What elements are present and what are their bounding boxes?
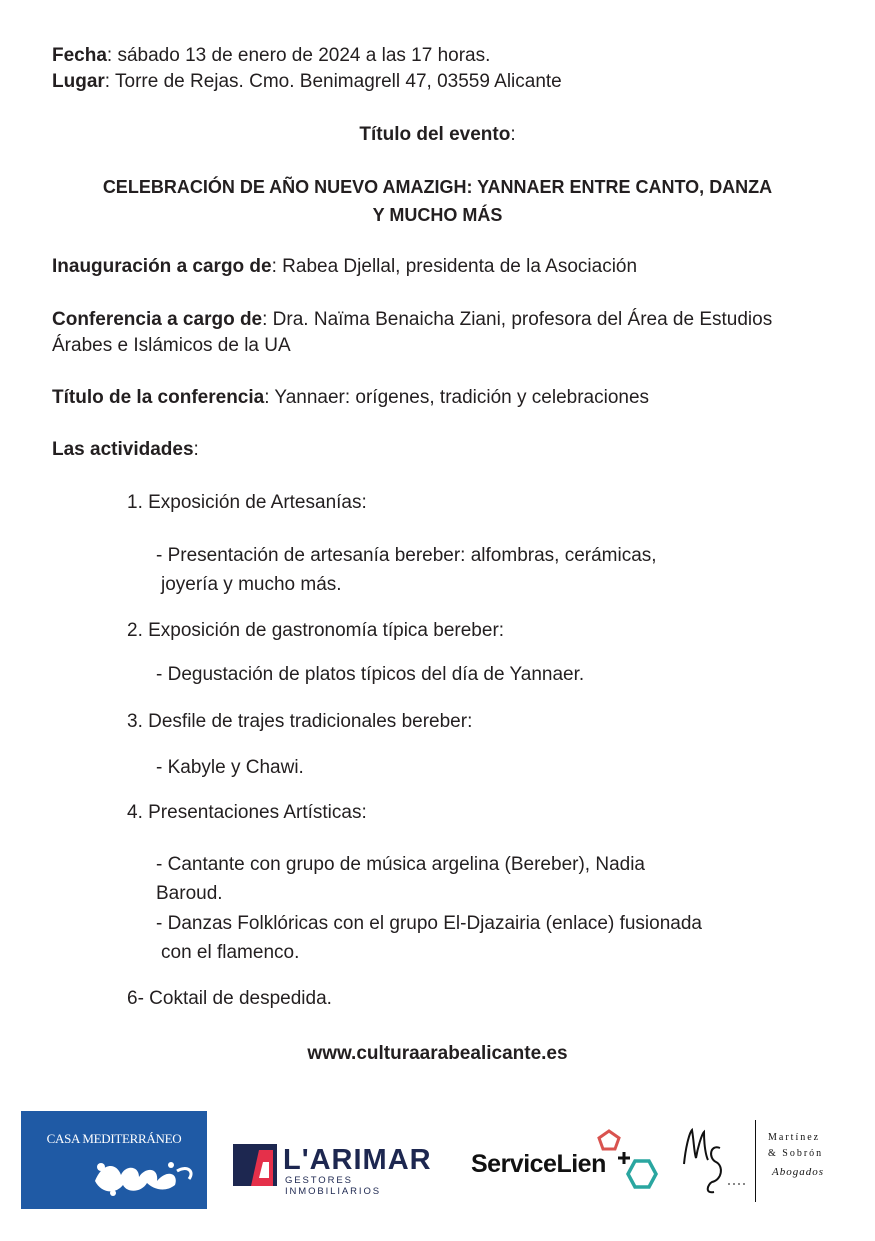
larimar-tagline: GESTORES INMOBILIARIOS bbox=[285, 1175, 381, 1197]
activity-2: 2. Exposición de gastronomía típica bereber: bbox=[127, 620, 505, 641]
casa-mediterraneo-logo bbox=[21, 1111, 207, 1209]
inauguracion-value: : Rabea Djellal, presidenta de la Asociación bbox=[271, 256, 638, 277]
servicelien-logo bbox=[471, 1128, 661, 1194]
larimar-name: L'ARIMAR bbox=[283, 1144, 432, 1176]
lugar-value: : Torre de Rejas. Cmo. Benimagrell 47, 03559 Alicante bbox=[104, 71, 562, 92]
conferencia-label: Conferencia a cargo de bbox=[52, 309, 263, 330]
casa-mediterraneo-name: CASA MEDITERRÁNEO bbox=[46, 1131, 182, 1146]
activity-4: 4. Presentaciones Artísticas: bbox=[127, 802, 367, 823]
activity-1: 1. Exposición de Artesanías: bbox=[127, 492, 367, 513]
activity-2-sub: - Degustación de platos típicos del día de Yannaer. bbox=[156, 664, 585, 685]
activity-3: 3. Desfile de trajes tradicionales bereber: bbox=[127, 711, 473, 732]
activity-4-sub1-line2: Baroud. bbox=[156, 883, 223, 904]
actividades-colon: : bbox=[193, 439, 199, 460]
event-title-line2: Y MUCHO MÁS bbox=[372, 205, 503, 225]
event-title-label: Título del evento bbox=[359, 124, 511, 145]
martinez-sobron-divider bbox=[755, 1120, 756, 1202]
martinez-sobron-line2: & Sobrón bbox=[768, 1148, 824, 1159]
lugar-line bbox=[52, 69, 562, 95]
activity-3-sub: - Kabyle y Chawi. bbox=[156, 757, 304, 778]
conferencia-line2: Árabes e Islámicos de la UA bbox=[52, 335, 291, 356]
fecha-label: Fecha bbox=[52, 45, 107, 66]
larimar-icon bbox=[233, 1144, 277, 1186]
martinez-sobron-line1: Martínez bbox=[768, 1132, 821, 1143]
conferencia-line bbox=[52, 307, 772, 333]
inauguracion-label: Inauguración a cargo de bbox=[52, 256, 272, 277]
website-link[interactable]: www.culturaarabealicante.es bbox=[307, 1043, 568, 1064]
fecha-line bbox=[52, 43, 490, 69]
event-title-line1: CELEBRACIÓN DE AÑO NUEVO AMAZIGH: YANNAER ENTRE CANTO, DANZA bbox=[102, 177, 773, 197]
servicelien-name: ServiceLien bbox=[471, 1150, 606, 1178]
martinez-sobron-line3: Abogados bbox=[772, 1166, 824, 1178]
event-title-label-line bbox=[0, 122, 875, 148]
activity-4-sub2-line2: con el flamenco. bbox=[161, 942, 300, 963]
titulo-conferencia-label: Título de la conferencia bbox=[52, 387, 265, 408]
activity-4-sub2-line1: - Danzas Folklóricas con el grupo El-Djazairia (enlace) fusionada bbox=[156, 913, 702, 934]
larimar-logo bbox=[233, 1142, 448, 1197]
actividades-label: Las actividades bbox=[52, 439, 194, 460]
activity-4-sub1-line1: - Cantante con grupo de música argelina (Bereber), Nadia bbox=[156, 854, 645, 875]
servicelien-shapes-icon bbox=[591, 1128, 661, 1194]
casa-mediterraneo-emblem bbox=[83, 1151, 213, 1201]
inauguracion-line bbox=[52, 254, 637, 280]
martinez-sobron-monogram-icon bbox=[680, 1124, 750, 1196]
activity-1-sub-line2: joyería y mucho más. bbox=[161, 574, 342, 595]
activity-1-sub-line1: - Presentación de artesanía bereber: alfombras, cerámicas, bbox=[156, 545, 657, 566]
lugar-label: Lugar bbox=[52, 71, 105, 92]
fecha-value: : sábado 13 de enero de 2024 a las 17 horas. bbox=[106, 45, 491, 66]
event-title-colon: : bbox=[510, 124, 516, 145]
martinez-sobron-logo bbox=[680, 1118, 855, 1204]
titulo-conferencia-value: : Yannaer: orígenes, tradición y celebraciones bbox=[264, 387, 650, 408]
actividades-heading bbox=[52, 437, 199, 463]
conferencia-value: : Dra. Naïma Benaicha Ziani, profesora del Área de Estudios bbox=[262, 309, 773, 330]
titulo-conferencia-line bbox=[52, 385, 649, 411]
activity-6: 6- Coktail de despedida. bbox=[127, 988, 332, 1009]
